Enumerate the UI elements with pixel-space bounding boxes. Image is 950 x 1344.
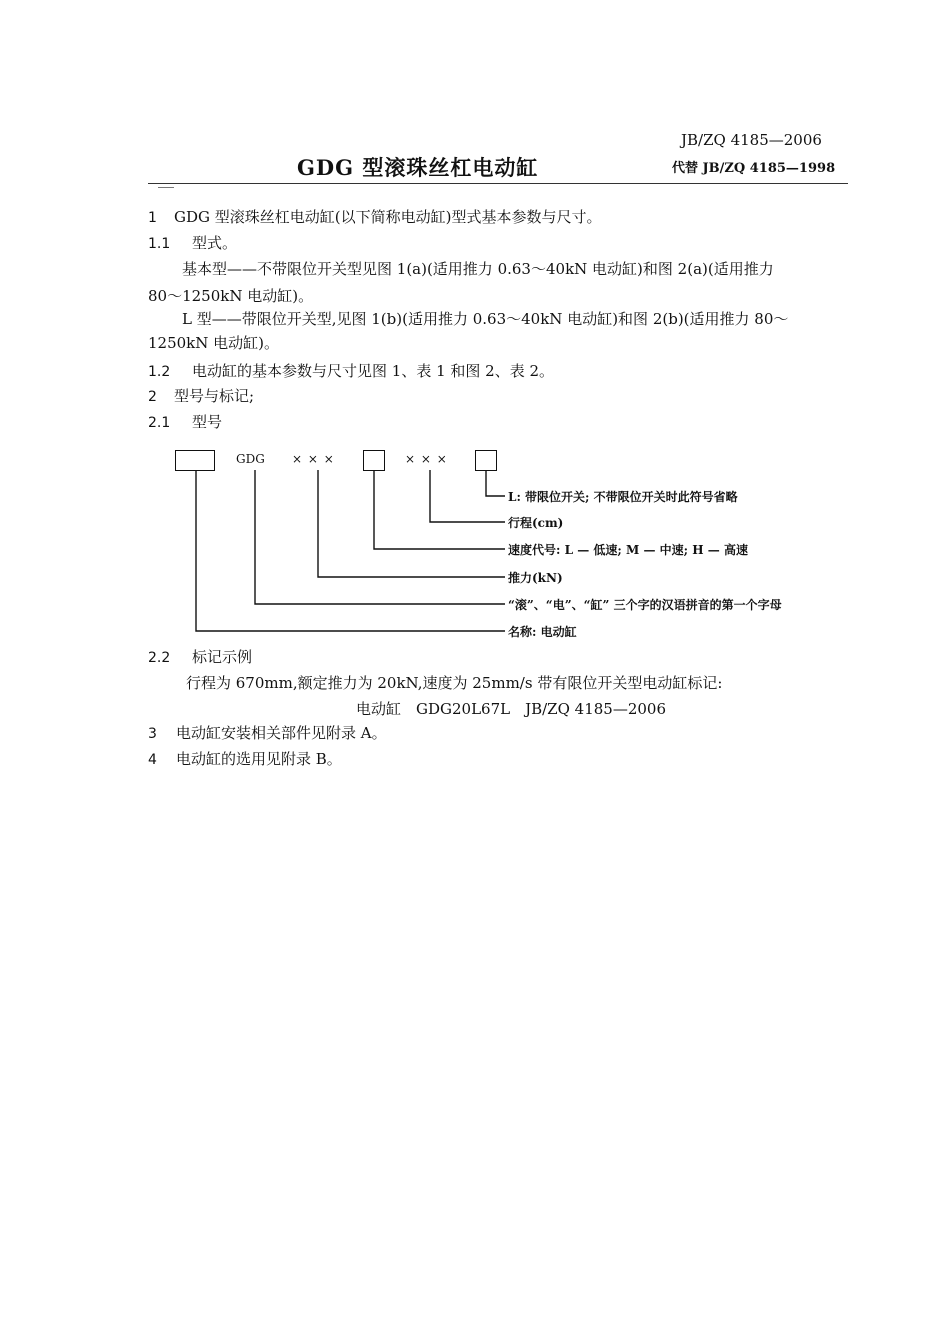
section-1-text: GDG 型滚珠丝杠电动缸(以下简称电动缸)型式基本参数与尺寸。: [174, 208, 602, 226]
section-1-2-number: 1.2: [148, 364, 171, 380]
code-box-name: [175, 450, 215, 471]
section-2-1-text: 型号: [192, 413, 223, 431]
paragraph-basic-type-line1: 基本型——不带限位开关型见图 1(a)(适用推力 0.63～40kN 电动缸)和图 2(a)(适用推力: [182, 260, 774, 278]
code-box-limit: [475, 450, 497, 471]
section-4-text: 电动缸的选用见附录 B。: [176, 750, 342, 768]
label-limit-switch: L: 带限位开关; 不带限位开关时此符号省略: [508, 490, 738, 504]
document-title: GDG 型滚珠丝杠电动缸: [297, 155, 539, 180]
code-gdg: GDG: [236, 452, 265, 466]
example-marking: 电动缸 GDG20L67L JB/ZQ 4185—2006: [356, 700, 667, 718]
label-speed: 速度代号: L — 低速; M — 中速; H — 高速: [508, 543, 748, 557]
section-1-2-text: 电动缸的基本参数与尺寸见图 1、表 1 和图 2、表 2。: [192, 362, 555, 380]
section-2-2-text: 标记示例: [192, 648, 253, 666]
leader-initials: [255, 470, 505, 604]
code-thrust-placeholder: × × ×: [292, 452, 335, 466]
leader-limit: [486, 470, 505, 496]
section-3: [148, 722, 387, 743]
section-1-1-text: 型式。: [192, 234, 238, 252]
standard-number: JB/ZQ 4185—2006: [681, 131, 822, 149]
section-2-1-number: 2.1: [148, 415, 171, 431]
section-2-text: 型号与标记;: [174, 387, 255, 405]
paragraph-basic-type-line2: 80～1250kN 电动缸)。: [148, 287, 314, 305]
section-4: [148, 748, 342, 769]
section-1-number: 1: [148, 210, 157, 226]
label-name: 名称: 电动缸: [508, 625, 577, 639]
section-3-text: 电动缸安装相关部件见附录 A。: [176, 724, 387, 742]
code-box-speed: [363, 450, 385, 471]
paragraph-l-type-line2: 1250kN 电动缸)。: [148, 334, 280, 352]
section-2-2-number: 2.2: [148, 650, 171, 666]
section-2-2: [148, 646, 252, 667]
label-stroke: 行程(cm): [508, 516, 564, 530]
code-stroke-placeholder: × × ×: [405, 452, 448, 466]
paragraph-l-type-line1: L 型——带限位开关型,见图 1(b)(适用推力 0.63～40kN 电动缸)和图 2(b)(适用推力 80～: [182, 310, 789, 328]
leader-name: [196, 470, 505, 631]
leader-thrust: [318, 470, 505, 577]
section-1-1-number: 1.1: [148, 236, 171, 252]
example-description: 行程为 670mm,额定推力为 20kN,速度为 25mm/s 带有限位开关型电动缸标记:: [186, 674, 723, 692]
label-initials: “滚”、“电”、“缸” 三个字的汉语拼音的第一个字母: [508, 598, 782, 612]
section-4-number: 4: [148, 752, 157, 768]
replaces-standard: 代替 JB/ZQ 4185—1998: [672, 161, 836, 176]
section-2-number: 2: [148, 389, 157, 405]
section-3-number: 3: [148, 726, 157, 742]
label-thrust: 推力(kN): [508, 571, 563, 585]
